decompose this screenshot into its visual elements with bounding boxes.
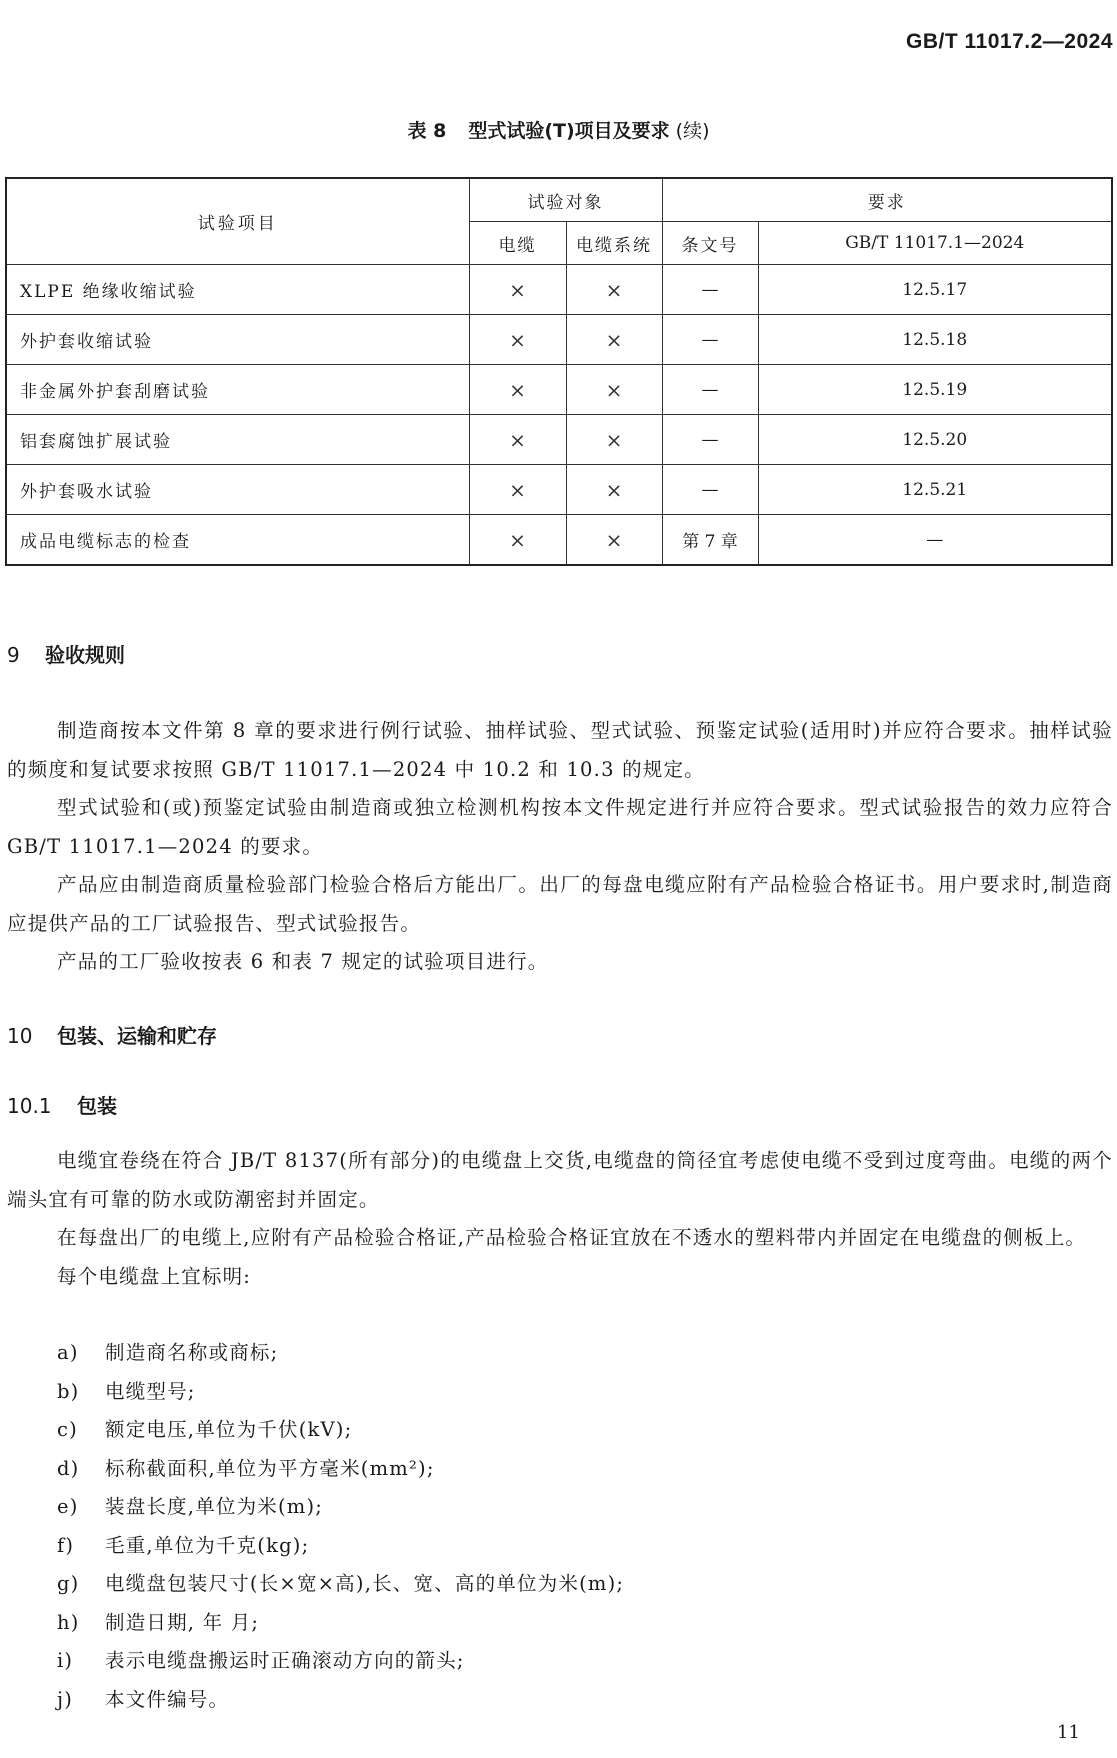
cable-system-mark: ×: [566, 465, 662, 515]
table-row: [6, 465, 1112, 515]
ref-cell: 12.5.19: [758, 365, 1112, 415]
cable-mark: ×: [469, 465, 566, 515]
list-item: f) 毛重,单位为千克(kg);: [57, 1533, 310, 1557]
table-row: [6, 365, 1112, 415]
paragraph: 产品应由制造商质量检验部门检验合格后方能出厂。出厂的每盘电缆应附有产品检验合格证书。用户要求时,制造商应提供产品的工厂试验报告、型式试验报告。: [7, 873, 1113, 935]
test-item: 非金属外护套刮磨试验: [6, 365, 469, 415]
cable-mark: ×: [469, 365, 566, 415]
header-requirement: 要求: [662, 178, 1112, 222]
header-test-object: 试验对象: [469, 178, 662, 222]
standard-code: GB/T 11017.2—2024: [906, 30, 1113, 53]
table-row: [6, 315, 1112, 365]
cable-mark: ×: [469, 315, 566, 365]
list-item: a) 制造商名称或商标;: [57, 1341, 279, 1364]
paragraph: 制造商按本文件第 8 章的要求进行例行试验、抽样试验、型式试验、预鉴定试验(适用时)并应符合要求。抽样试验的频度和复试要求按照 GB/T 11017.1—2024 中 10.2 和 10.3 的规定。: [7, 719, 1113, 781]
subsection-number: 10.1: [7, 1094, 52, 1118]
table-row: [6, 515, 1112, 566]
cable-system-mark: ×: [566, 315, 662, 365]
ref-cell: 12.5.17: [758, 265, 1112, 315]
list-item: h) 制造日期, 年 月;: [57, 1610, 260, 1634]
header-cable: 电缆: [469, 222, 566, 265]
ref-cell: 12.5.21: [758, 465, 1112, 515]
list-item: j) 本文件编号。: [57, 1687, 230, 1711]
test-item: 成品电缆标志的检查: [6, 515, 469, 566]
clause-cell: —: [662, 365, 758, 415]
section-9-body: [7, 712, 1113, 982]
list-item: b) 电缆型号;: [57, 1379, 196, 1403]
ref-cell: 12.5.20: [758, 415, 1112, 465]
cable-system-mark: ×: [566, 365, 662, 415]
clause-cell: —: [662, 415, 758, 465]
section-title: 包装、运输和贮存: [57, 1024, 217, 1048]
header-clause: 条文号: [662, 222, 758, 265]
subsection-title: 包装: [77, 1094, 117, 1118]
clause-cell: —: [662, 315, 758, 365]
paragraph: 每个电缆盘上宜标明:: [57, 1264, 252, 1288]
paragraph: 在每盘出厂的电缆上,应附有产品检验合格证,产品检验合格证宜放在不透水的塑料带内并固定在电缆盘的侧板上。: [57, 1226, 1087, 1249]
test-item: 外护套收缩试验: [6, 315, 469, 365]
paragraph: 电缆宜卷绕在符合 JB/T 8137(所有部分)的电缆盘上交货,电缆盘的筒径宜考虑使电缆不受到过度弯曲。电缆的两个端头宜有可靠的防水或防潮密封并固定。: [7, 1149, 1113, 1211]
cable-system-mark: ×: [566, 265, 662, 315]
section-10-1-heading: [7, 1090, 117, 1119]
section-10-heading: [7, 1020, 217, 1049]
cable-mark: ×: [469, 415, 566, 465]
test-item: 铝套腐蚀扩展试验: [6, 415, 469, 465]
cable-mark: ×: [469, 515, 566, 566]
test-item: 外护套吸水试验: [6, 465, 469, 515]
cable-mark: ×: [469, 265, 566, 315]
table-row: [6, 265, 1112, 315]
table-number: 表 8: [407, 120, 447, 142]
list-item: e) 装盘长度,单位为米(m);: [57, 1495, 324, 1518]
cable-system-mark: ×: [566, 415, 662, 465]
table-continued: (续): [675, 120, 710, 142]
ref-cell: 12.5.18: [758, 315, 1112, 365]
section-number: 9: [7, 643, 20, 667]
list-item: d) 标称截面积,单位为平方毫米(mm²);: [57, 1456, 435, 1480]
paragraph: 型式试验和(或)预鉴定试验由制造商或独立检测机构按本文件规定进行并应符合要求。型式试验报告的效力应符合 GB/T 11017.1—2024 的要求。: [7, 796, 1113, 858]
table-title: [0, 116, 1117, 143]
type-test-table: [5, 177, 1113, 566]
cable-system-mark: ×: [566, 515, 662, 566]
table-title-text: 型式试验(T)项目及要求: [468, 120, 670, 142]
ref-cell: —: [758, 515, 1112, 566]
section-9-heading: [7, 639, 125, 668]
section-10-1-body: [7, 1142, 1113, 1296]
list-item: g) 电缆盘包装尺寸(长×宽×高),长、宽、高的单位为米(m);: [57, 1572, 625, 1595]
page-number: 11: [1057, 1722, 1080, 1743]
list-item: c) 额定电压,单位为千伏(kV);: [57, 1418, 353, 1441]
table-row: [6, 415, 1112, 465]
header-cable-system: 电缆系统: [566, 222, 662, 265]
paragraph: 产品的工厂验收按表 6 和表 7 规定的试验项目进行。: [57, 950, 549, 973]
clause-cell: 第 7 章: [662, 515, 758, 566]
section-title: 验收规则: [45, 643, 125, 667]
list-item: i) 表示电缆盘搬运时正确滚动方向的箭头;: [57, 1649, 465, 1672]
clause-cell: —: [662, 465, 758, 515]
clause-cell: —: [662, 265, 758, 315]
marking-list: [57, 1334, 624, 1719]
test-item: XLPE 绝缘收缩试验: [6, 265, 469, 315]
header-ref-standard: GB/T 11017.1—2024: [758, 222, 1112, 265]
header-test-item: 试验项目: [6, 178, 469, 265]
section-number: 10: [7, 1024, 33, 1048]
